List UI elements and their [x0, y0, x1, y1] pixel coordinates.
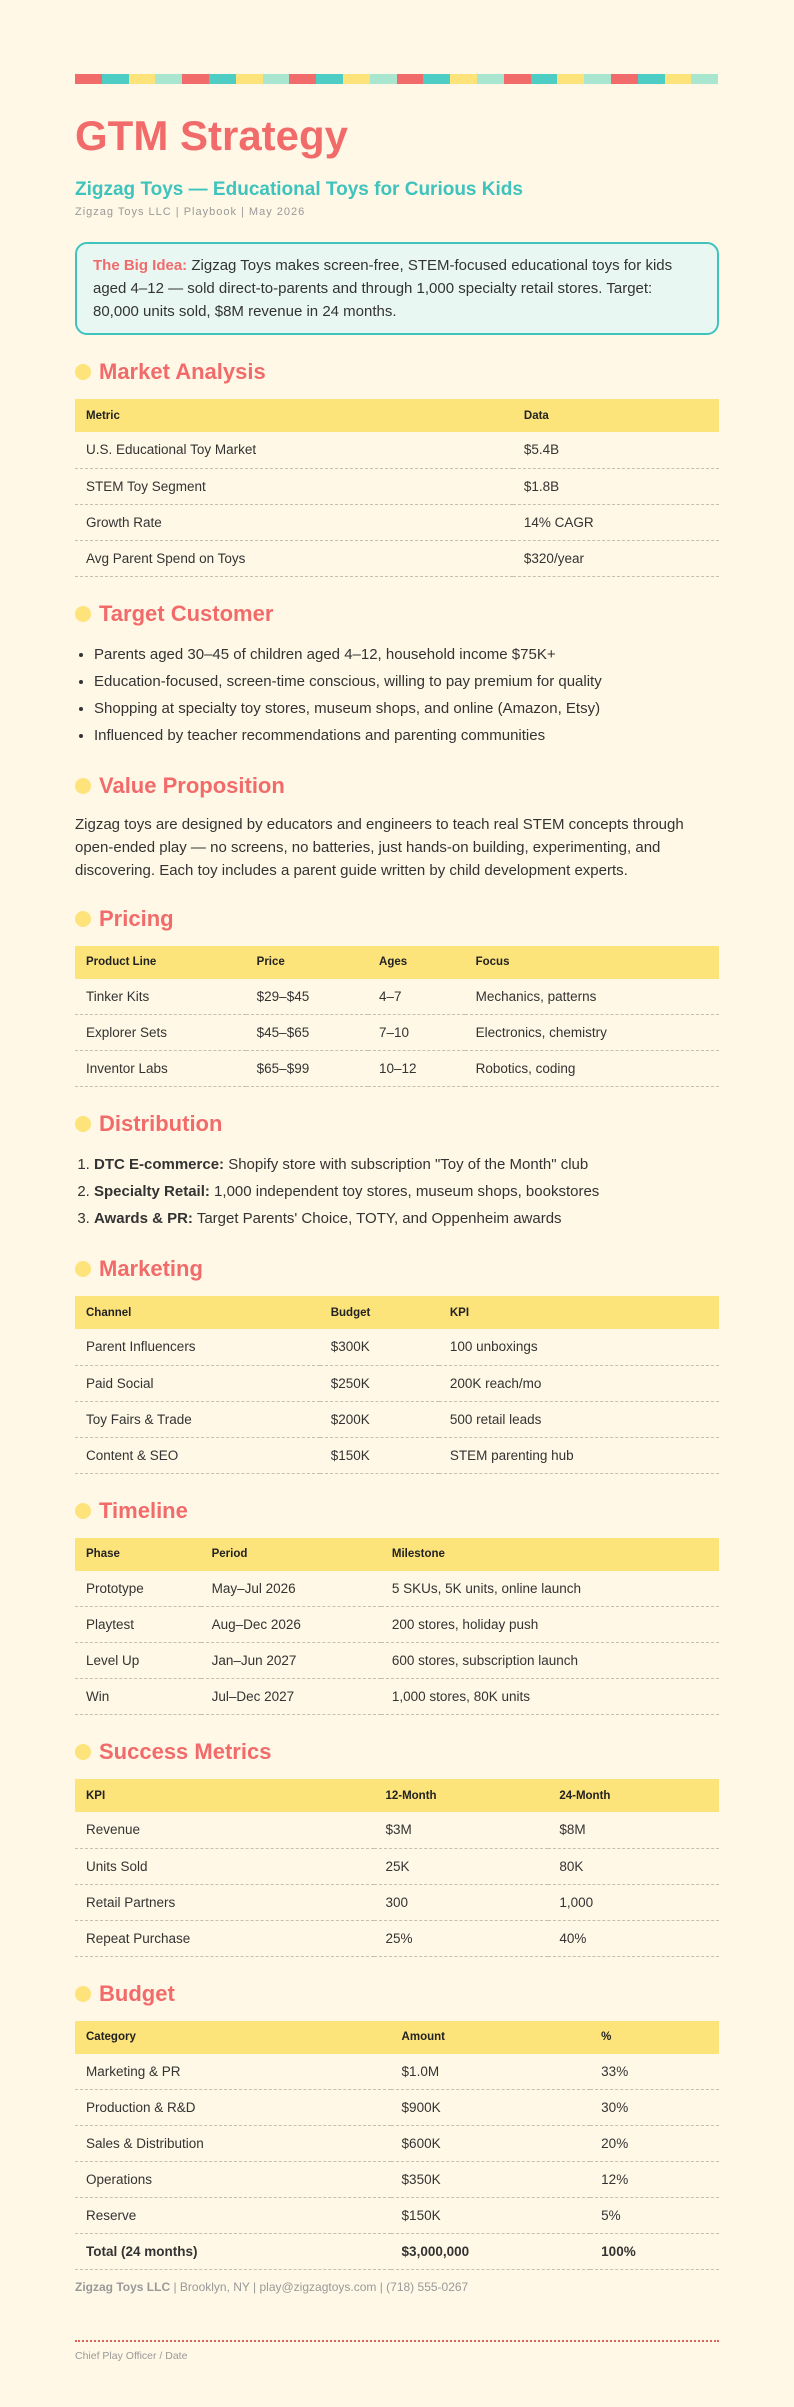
table-cell: 200 stores, holiday push	[381, 1607, 719, 1643]
table-cell: $3M	[374, 1812, 548, 1848]
section-heading: Target Customer	[99, 600, 274, 626]
big-idea-lead: The Big Idea:	[93, 257, 188, 274]
list-item: • Shopping at specialty toy stores, museum shops, and online (Amazon, Etsy)	[94, 695, 719, 722]
section-heading: Marketing	[99, 1256, 203, 1281]
table-cell: Toy Fairs & Trade	[75, 1401, 320, 1437]
list-item	[94, 1205, 719, 1232]
page-title: GTM Strategy	[75, 112, 349, 159]
table-header: Data	[513, 399, 719, 432]
stripe-segment	[209, 74, 236, 84]
stripe-segment	[638, 74, 665, 84]
table-cell: Explorer Sets	[75, 1015, 246, 1051]
section-bullet-icon	[75, 1744, 91, 1760]
list-item: • Parents aged 30–45 of children aged 4–12, household income $75K+	[94, 641, 719, 668]
table-cell: 20%	[590, 2126, 719, 2162]
table-cell: Win	[75, 1679, 201, 1715]
table-header: Phase	[75, 1538, 201, 1571]
stripe-segment	[477, 74, 504, 84]
table-cell: Avg Parent Spend on Toys	[75, 540, 513, 576]
section-bullet-icon	[75, 606, 91, 622]
table-row	[75, 1401, 719, 1437]
table-cell: Paid Social	[75, 1365, 320, 1401]
stripe-segment	[182, 74, 209, 84]
table-row	[75, 1920, 719, 1956]
table-cell: 200K reach/mo	[439, 1365, 719, 1401]
table-cell: 1,000 stores, 80K units	[381, 1679, 719, 1715]
table-row	[75, 1571, 719, 1607]
table-row	[75, 1884, 719, 1920]
table-row	[75, 504, 719, 540]
list-item-label: DTC E-commerce:	[94, 1156, 225, 1173]
table-row	[75, 1015, 719, 1051]
section-bullet-icon	[75, 1116, 91, 1132]
stripe-segment	[611, 74, 638, 84]
target-customer-list	[75, 641, 719, 749]
table-cell: May–Jul 2026	[201, 1571, 381, 1607]
budget-section	[75, 1981, 719, 2271]
section-heading: Pricing	[99, 905, 174, 931]
section-bullet-icon	[75, 364, 91, 380]
table-header: Ages	[368, 946, 465, 979]
table-row	[75, 1051, 719, 1087]
table-cell: Electronics, chemistry	[465, 1015, 719, 1051]
table-header: 12-Month	[374, 1779, 548, 1812]
table-cell: $250K	[320, 1365, 439, 1401]
section-bullet-icon	[75, 778, 91, 794]
table-cell: $150K	[320, 1437, 439, 1473]
stripe-segment	[370, 74, 397, 84]
table-cell: $8M	[548, 1812, 719, 1848]
table-cell: $45–$65	[246, 1015, 368, 1051]
table-cell: $1.8B	[513, 468, 719, 504]
table-cell: 12%	[590, 2162, 719, 2198]
list-item: • Education-focused, screen-time conscious, willing to pay premium for quality	[94, 668, 719, 695]
budget-table	[75, 2021, 719, 2271]
table-row	[75, 1679, 719, 1715]
list-item-text: Target Parents' Choice, TOTY, and Oppenheim awards	[192, 1210, 562, 1227]
marketing-table	[75, 1296, 719, 1474]
table-header: 24-Month	[548, 1779, 719, 1812]
stripe-segment	[450, 74, 477, 84]
table-cell: $65–$99	[246, 1051, 368, 1087]
document-meta: Zigzag Toys LLC | Playbook | May 2026	[75, 206, 306, 218]
table-cell: $300K	[320, 1329, 439, 1365]
table-cell: $150K	[391, 2198, 591, 2234]
table-header: Category	[75, 2021, 391, 2054]
stripe-segment	[102, 74, 129, 84]
table-cell: $320/year	[513, 540, 719, 576]
marketing-section	[75, 1256, 719, 1474]
stripe-segment	[343, 74, 370, 84]
list-item-text: Shopify store with subscription "Toy of the Month" club	[224, 1156, 589, 1173]
table-cell: $29–$45	[246, 979, 368, 1015]
table-row	[75, 1365, 719, 1401]
table-row	[75, 1329, 719, 1365]
table-cell: Retail Partners	[75, 1884, 374, 1920]
table-cell: 1,000	[548, 1884, 719, 1920]
table-cell: $350K	[391, 2162, 591, 2198]
target-customer-section	[75, 601, 719, 749]
table-cell: $3,000,000	[391, 2234, 591, 2270]
table-cell: Units Sold	[75, 1848, 374, 1884]
table-header: Focus	[465, 946, 719, 979]
table-cell: Content & SEO	[75, 1437, 320, 1473]
table-header: Period	[201, 1538, 381, 1571]
table-row	[75, 979, 719, 1015]
big-idea-callout	[75, 242, 719, 335]
table-row	[75, 1848, 719, 1884]
stripe-segment	[129, 74, 156, 84]
stripe-segment	[504, 74, 531, 84]
market-analysis-section	[75, 359, 719, 577]
stripe-segment	[557, 74, 584, 84]
table-cell: 5%	[590, 2198, 719, 2234]
table-cell: 25%	[374, 1920, 548, 1956]
section-bullet-icon	[75, 1503, 91, 1519]
section-bullet-icon	[75, 1261, 91, 1277]
list-item-text: 1,000 independent toy stores, museum shops, bookstores	[209, 1183, 600, 1200]
table-cell: 4–7	[368, 979, 465, 1015]
list-item-label: Specialty Retail:	[94, 1183, 210, 1200]
table-header: %	[590, 2021, 719, 2054]
section-heading: Timeline	[99, 1497, 188, 1523]
table-cell: Prototype	[75, 1571, 201, 1607]
table-header: Milestone	[381, 1538, 719, 1571]
table-cell: 33%	[590, 2054, 719, 2090]
table-cell: 7–10	[368, 1015, 465, 1051]
table-row	[75, 540, 719, 576]
table-row	[75, 2198, 719, 2234]
table-row	[75, 1607, 719, 1643]
table-cell: Production & R&D	[75, 2090, 391, 2126]
table-cell: $200K	[320, 1401, 439, 1437]
footer-details: | Brooklyn, NY | play@zigzagtoys.com | (718) 555-0267	[170, 2280, 469, 2294]
table-total-row	[75, 2234, 719, 2270]
table-cell: 100 unboxings	[439, 1329, 719, 1365]
table-cell: Revenue	[75, 1812, 374, 1848]
table-cell: 100%	[590, 2234, 719, 2270]
table-cell: Jul–Dec 2027	[201, 1679, 381, 1715]
page-subtitle: Zigzag Toys — Educational Toys for Curious Kids	[75, 179, 523, 200]
table-cell: 40%	[548, 1920, 719, 1956]
table-cell: Aug–Dec 2026	[201, 1607, 381, 1643]
table-cell: Robotics, coding	[465, 1051, 719, 1087]
distribution-list	[75, 1151, 719, 1232]
section-bullet-icon	[75, 911, 91, 927]
table-cell: Level Up	[75, 1643, 201, 1679]
table-row	[75, 2090, 719, 2126]
value-proposition-text: Zigzag toys are designed by educators and engineers to teach real STEM concepts through open-ended play — no screens, no batteries, just hands-on building, experimenting, and discovering. Each toy includes a parent guide written by child development experts.	[75, 815, 684, 879]
stripe-segment	[289, 74, 316, 84]
table-cell: Growth Rate	[75, 504, 513, 540]
table-cell: Sales & Distribution	[75, 2126, 391, 2162]
success-metrics-table	[75, 1779, 719, 1957]
table-cell: Parent Influencers	[75, 1329, 320, 1365]
table-cell: 600 stores, subscription launch	[381, 1643, 719, 1679]
signature-label: Chief Play Officer / Date	[75, 2350, 188, 2362]
value-proposition-section	[75, 773, 719, 882]
table-row	[75, 1812, 719, 1848]
table-header: KPI	[75, 1779, 374, 1812]
table-cell: STEM Toy Segment	[75, 468, 513, 504]
table-cell: Total (24 months)	[75, 2234, 391, 2270]
table-row	[75, 432, 719, 468]
table-cell: 10–12	[368, 1051, 465, 1087]
table-header: KPI	[439, 1296, 719, 1329]
table-cell: Operations	[75, 2162, 391, 2198]
stripe-segment	[531, 74, 558, 84]
table-cell: $600K	[391, 2126, 591, 2162]
section-bullet-icon	[75, 1986, 91, 2002]
pricing-table	[75, 946, 719, 1088]
section-heading: Market Analysis	[99, 359, 266, 384]
list-item-label: Awards & PR:	[94, 1210, 193, 1227]
table-cell: $5.4B	[513, 432, 719, 468]
table-cell: Playtest	[75, 1607, 201, 1643]
table-cell: 80K	[548, 1848, 719, 1884]
table-cell: $900K	[391, 2090, 591, 2126]
section-heading: Success Metrics	[99, 1739, 272, 1764]
timeline-section	[75, 1498, 719, 1716]
table-cell: 30%	[590, 2090, 719, 2126]
decorative-stripe	[75, 74, 719, 84]
footer-contact	[75, 2280, 719, 2294]
table-row	[75, 468, 719, 504]
distribution-section	[75, 1111, 719, 1232]
big-idea-text: Zigzag Toys makes screen-free, STEM-focused educational toys for kids aged 4–12 — sold direct-to-parents and through 1,000 specialty retail stores. Target: 80,000 units sold, $8M revenue in 24 months.	[93, 257, 673, 320]
table-cell: Jan–Jun 2027	[201, 1643, 381, 1679]
table-header: Price	[246, 946, 368, 979]
stripe-segment	[397, 74, 424, 84]
footer-company: Zigzag Toys LLC	[75, 2280, 171, 2294]
list-item	[94, 1178, 719, 1205]
table-cell: Marketing & PR	[75, 2054, 391, 2090]
pricing-section	[75, 906, 719, 1088]
stripe-segment	[155, 74, 182, 84]
section-heading: Distribution	[99, 1111, 223, 1136]
table-cell: 5 SKUs, 5K units, online launch	[381, 1571, 719, 1607]
timeline-table	[75, 1538, 719, 1716]
table-cell: STEM parenting hub	[439, 1437, 719, 1473]
stripe-segment	[316, 74, 343, 84]
stripe-segment	[691, 74, 718, 84]
success-metrics-section	[75, 1739, 719, 1957]
table-header: Product Line	[75, 946, 246, 979]
market-analysis-table	[75, 399, 719, 577]
list-item: • Influenced by teacher recommendations and parenting communities	[94, 722, 719, 749]
table-row	[75, 2162, 719, 2198]
section-heading: Value Proposition	[99, 772, 285, 798]
list-item	[94, 1151, 719, 1178]
table-row	[75, 2126, 719, 2162]
table-cell: 25K	[374, 1848, 548, 1884]
table-header: Amount	[391, 2021, 591, 2054]
stripe-segment	[665, 74, 692, 84]
table-cell: 14% CAGR	[513, 504, 719, 540]
table-cell: 300	[374, 1884, 548, 1920]
table-cell: 500 retail leads	[439, 1401, 719, 1437]
table-cell: Mechanics, patterns	[465, 979, 719, 1015]
section-heading: Budget	[99, 1980, 175, 2006]
table-cell: Reserve	[75, 2198, 391, 2234]
table-cell: U.S. Educational Toy Market	[75, 432, 513, 468]
table-row	[75, 2054, 719, 2090]
table-cell: Inventor Labs	[75, 1051, 246, 1087]
table-header: Metric	[75, 399, 513, 432]
stripe-segment	[75, 74, 102, 84]
table-cell: Tinker Kits	[75, 979, 246, 1015]
stripe-segment	[584, 74, 611, 84]
table-row	[75, 1437, 719, 1473]
table-cell: Repeat Purchase	[75, 1920, 374, 1956]
table-cell: $1.0M	[391, 2054, 591, 2090]
table-header: Budget	[320, 1296, 439, 1329]
stripe-segment	[263, 74, 290, 84]
table-row	[75, 1643, 719, 1679]
signature-line	[75, 2340, 719, 2362]
stripe-segment	[236, 74, 263, 84]
stripe-segment	[423, 74, 450, 84]
table-header: Channel	[75, 1296, 320, 1329]
